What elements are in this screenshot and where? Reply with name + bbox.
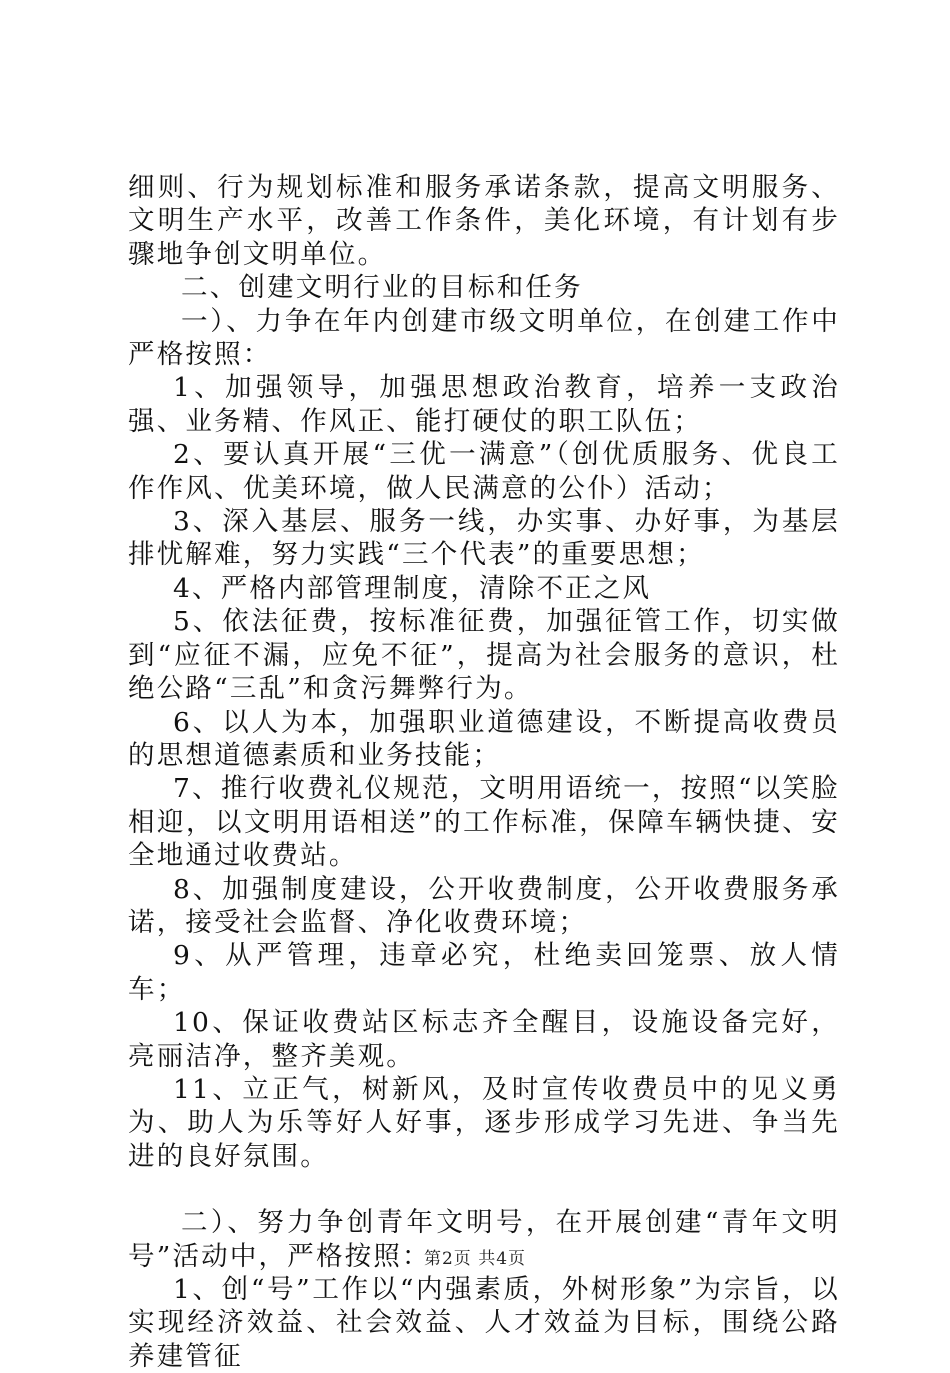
- subsection-heading: 一）、力争在年内创建市级文明单位，在创建工作中严格按照：: [128, 305, 840, 371]
- list-item: 3、深入基层、服务一线，办实事、办好事，为基层排忧解难，努力实践“三个代表”的重要思想；: [128, 506, 840, 571]
- list-item: 5、依法征费，按标准征费，加强征管工作，切实做到“应征不漏，应免不征”，提高为社会服务的意识，杜绝公路“三乱”和贪污舞弊行为。: [128, 606, 840, 705]
- list-item: 10、保证收费站区标志齐全醒目，设施设备完好，亮丽洁净，整齐美观。: [128, 1007, 840, 1072]
- document-body: [128, 171, 840, 1373]
- paragraph: 细则、行为规划标准和服务承诺条款，提高文明服务、文明生产水平，改善工作条件，美化环境，有计划有步骤地争创文明单位。: [128, 172, 840, 270]
- list-item: 7、推行收费礼仪规范，文明用语统一，按照“以笑脸相迎，以文明用语相送”的工作标准，保障车辆快捷、安全地通过收费站。: [128, 773, 840, 872]
- list-item: 1、加强领导，加强思想政治教育，培养一支政治强、业务精、作风正、能打硬仗的职工队伍；: [128, 372, 840, 437]
- list-item: 6、以人为本，加强职业道德建设，不断提高收费员的思想道德素质和业务技能；: [128, 706, 840, 771]
- subsection-heading: 二）、努力争创青年文明号，在开展创建“青年文明号”活动中，严格按照：: [128, 1207, 840, 1272]
- list-item: 11、立正气，树新风，及时宣传收费员中的见义勇为、助人为乐等好人好事，逐步形成学习先进、争当先进的良好氛围。: [128, 1073, 840, 1172]
- list-item: 2、要认真开展“三优一满意”（创优质服务、优良工作作风、优美环境，做人民满意的公仆）活动；: [128, 439, 840, 504]
- page-number-footer: 第2页 共4页: [423, 1249, 527, 1269]
- list-item: 4、严格内部管理制度，清除不正之风: [173, 572, 652, 604]
- section-heading: 二、创建文明行业的目标和任务: [181, 272, 583, 304]
- list-item: 9、从严管理，违章必究，杜绝卖回笼票、放人情车；: [128, 940, 840, 1005]
- list-item: 8、加强制度建设，公开收费制度，公开收费服务承诺，接受社会监督、净化收费环境；: [128, 873, 840, 938]
- list-item: 1、创“号”工作以“内强素质，外树形象”为宗旨，以实现经济效益、社会效益、人才效益为目标，围绕公路养建管征: [128, 1274, 840, 1372]
